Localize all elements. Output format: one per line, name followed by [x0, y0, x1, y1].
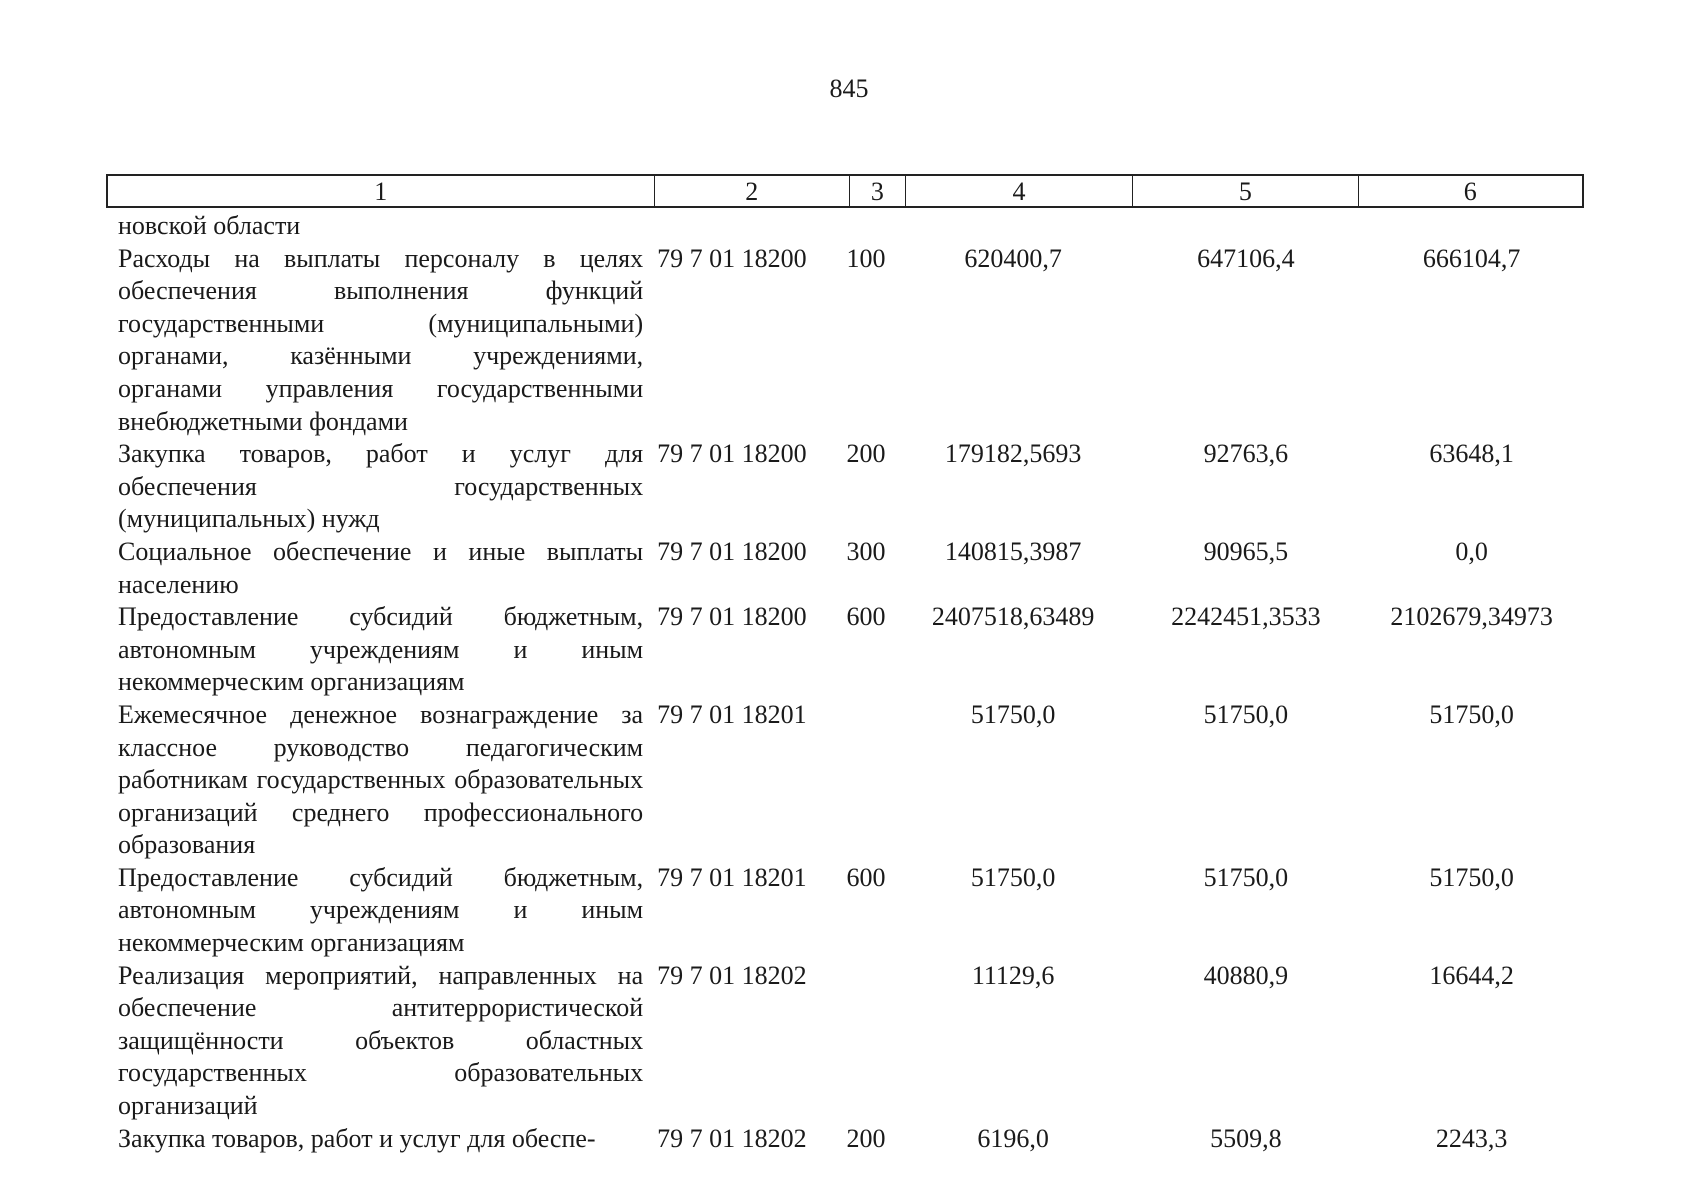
continuation-row: [106, 210, 1584, 243]
row-value-col5: 51750,0: [1203, 862, 1289, 892]
row-value-col5: 647106,4: [1197, 243, 1295, 273]
row-value-col4: 6196,0: [977, 1123, 1049, 1153]
table-header: [106, 174, 1584, 208]
table-row: [106, 862, 1584, 960]
row-expense-type: [838, 960, 894, 1123]
row-expense-type: 200: [846, 1123, 886, 1153]
row-expense-type: 600: [846, 862, 886, 892]
table-row: [106, 536, 1584, 601]
row-code: 79 7 01 18202: [657, 1123, 807, 1153]
row-name: Расходы на выплаты персоналу в целях обеспечения выполнения функций государственными (муниципальными) органами, казёнными учреждениями, органами управления государственными внебюджетными фондами: [118, 243, 644, 436]
table-row: [106, 438, 1584, 536]
header-col-2: 2: [655, 176, 850, 206]
row-value-col4: 51750,0: [970, 699, 1056, 729]
row-value-col4: 51750,0: [970, 862, 1056, 892]
row-value-col5: 90965,5: [1203, 536, 1289, 566]
row-code: 79 7 01 18200: [657, 439, 807, 469]
row-name: Ежемесячное денежное вознаграждение за классное руководство педагогическим работникам государственных образовательных организаций среднего профессионального образования: [118, 699, 644, 860]
row-value-col6: 51750,0: [1429, 699, 1514, 729]
row-name: Закупка товаров, работ и услуг для обеспечения государственных (муниципальных) нужд: [118, 439, 644, 534]
row-value-col6: 2102679,34973: [1390, 602, 1553, 632]
row-value-col6: 51750,0: [1429, 862, 1514, 892]
row-name: Реализация мероприятий, направленных на обеспечение антитеррористической защищённости объектов областных государственных образовательных организаций: [118, 960, 644, 1121]
row-value-col6: 16644,2: [1429, 960, 1514, 990]
row-code: 79 7 01 18201: [657, 699, 807, 729]
row-code: 79 7 01 18200: [657, 536, 807, 566]
row-expense-type: 200: [846, 439, 886, 469]
row-value-col6: 63648,1: [1429, 439, 1514, 469]
row-value-col6: 0,0: [1455, 536, 1488, 566]
header-col-3: 3: [850, 176, 906, 206]
continuation-text: новской области: [118, 211, 301, 240]
row-value-col5: 51750,0: [1203, 699, 1289, 729]
row-value-col4: 140815,3987: [944, 536, 1082, 566]
row-value-col4: 11129,6: [971, 960, 1055, 990]
table-body: [106, 210, 1584, 1155]
table-row: [106, 960, 1584, 1123]
row-code: 79 7 01 18200: [657, 602, 807, 632]
header-col-6: 6: [1463, 177, 1477, 206]
row-value-col5: 92763,6: [1203, 439, 1289, 469]
row-expense-type: 600: [846, 602, 886, 632]
row-name: Закупка товаров, работ и услуг для обеспе-: [118, 1123, 596, 1153]
header-col-1: 1: [108, 176, 655, 206]
row-expense-type: 300: [846, 536, 886, 566]
table-row: [106, 601, 1584, 699]
row-value-col5: 5509,8: [1210, 1123, 1282, 1153]
row-value-col5: 2242451,3533: [1171, 602, 1321, 632]
row-value-col6: 2243,3: [1435, 1123, 1508, 1153]
row-value-col4: 620400,7: [964, 243, 1062, 273]
row-code: 79 7 01 18200: [657, 243, 807, 273]
row-value-col6: 666104,7: [1422, 243, 1521, 273]
row-expense-type: 100: [846, 243, 886, 273]
row-name: Предоставление субсидий бюджетным, автономным учреждениям и иным некоммерческим организациям: [118, 862, 644, 958]
row-name: Социальное обеспечение и иные выплаты населению: [118, 536, 644, 599]
table-row: [106, 699, 1584, 862]
row-expense-type: [838, 699, 894, 862]
table-row: [106, 1123, 1584, 1156]
row-value-col4: 2407518,63489: [931, 602, 1095, 632]
row-value-col5: 40880,9: [1203, 960, 1289, 990]
row-value-col4: 179182,5693: [944, 439, 1082, 469]
row-name: Предоставление субсидий бюджетным, автономным учреждениям и иным некоммерческим организациям: [118, 602, 644, 697]
table-row: [106, 243, 1584, 439]
row-code: 79 7 01 18202: [657, 960, 807, 990]
row-code: 79 7 01 18201: [657, 862, 807, 892]
header-col-5: 5: [1133, 176, 1358, 206]
header-col-4: 4: [906, 176, 1133, 206]
page-number: 845: [829, 74, 869, 103]
